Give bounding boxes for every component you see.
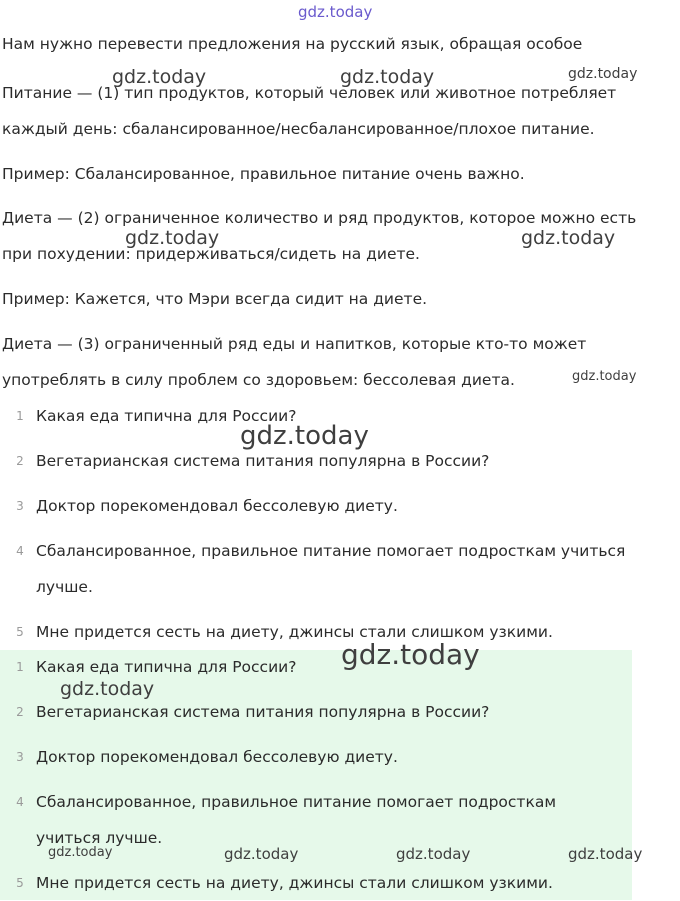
question-item xyxy=(0,488,640,524)
list-text: Сбалансированное, правильное питание помогает подросткам учиться лучше. xyxy=(36,793,557,847)
list-text: Мне придется сесть на диету, джинсы стали слишком узкими. xyxy=(36,874,553,892)
list-number: 2 xyxy=(16,705,24,719)
watermark: gdz.today xyxy=(224,845,299,863)
list-text: Вегетарианская система питания популярна в России? xyxy=(36,452,490,470)
list-number: 2 xyxy=(16,454,24,468)
watermark: gdz.today xyxy=(572,369,637,384)
watermark: gdz.today xyxy=(341,638,480,671)
list-number: 1 xyxy=(16,409,24,423)
watermark: gdz.today xyxy=(568,66,638,82)
example-nutrition: Пример: Сбалансированное, правильное питание очень важно. xyxy=(2,165,525,183)
example-diet: Пример: Кажется, что Мэри всегда сидит на диете. xyxy=(2,290,428,308)
watermark: gdz.today xyxy=(568,845,643,863)
list-number: 3 xyxy=(16,499,24,513)
list-text: Сбалансированное, правильное питание помогает подросткам учиться лучше. xyxy=(36,542,626,596)
watermark: gdz.today xyxy=(60,678,155,700)
watermark: gdz.today xyxy=(125,227,220,249)
definition-nutrition: Питание — (1) тип продуктов, который человек или животное потребляет каждый день: сбалансированное/несбалансированное/плохое питание. xyxy=(2,84,617,138)
watermark: gdz.today xyxy=(48,845,113,860)
watermark: gdz.today xyxy=(396,845,471,863)
question-item xyxy=(0,533,640,605)
list-text: Мне придется сесть на диету, джинсы стали слишком узкими. xyxy=(36,623,553,641)
watermark: gdz.today xyxy=(112,66,207,88)
intro-text: Нам нужно перевести предложения на русский язык, обращая особое xyxy=(2,35,583,53)
list-text: Какая еда типична для России? xyxy=(36,658,297,676)
definition-diet-3: Диета — (3) ограниченный ряд еды и напитков, которые кто-то может употреблять в силу проблем со здоровьем: бессолевая диета. xyxy=(2,335,587,389)
list-number: 4 xyxy=(16,795,24,809)
list-number: 3 xyxy=(16,750,24,764)
definition-diet-2: Диета — (2) ограниченное количество и ряд продуктов, которое можно есть при похудении: придерживаться/сидеть на диете. xyxy=(2,209,637,263)
list-text: Доктор порекомендовал бессолевую диету. xyxy=(36,497,398,515)
list-number: 5 xyxy=(16,625,24,639)
watermark: gdz.today xyxy=(298,3,373,21)
watermark: gdz.today xyxy=(340,66,435,88)
answer-item xyxy=(0,865,640,901)
answer-item xyxy=(0,739,640,775)
list-text: Доктор порекомендовал бессолевую диету. xyxy=(36,748,398,766)
watermark: gdz.today xyxy=(240,421,369,451)
list-number: 5 xyxy=(16,876,24,890)
watermark: gdz.today xyxy=(521,227,616,249)
list-text: Вегетарианская система питания популярна в России? xyxy=(36,703,490,721)
question-item xyxy=(0,614,640,650)
list-number: 4 xyxy=(16,544,24,558)
list-number: 1 xyxy=(16,660,24,674)
list-text: Какая еда типична для России? xyxy=(36,407,297,425)
